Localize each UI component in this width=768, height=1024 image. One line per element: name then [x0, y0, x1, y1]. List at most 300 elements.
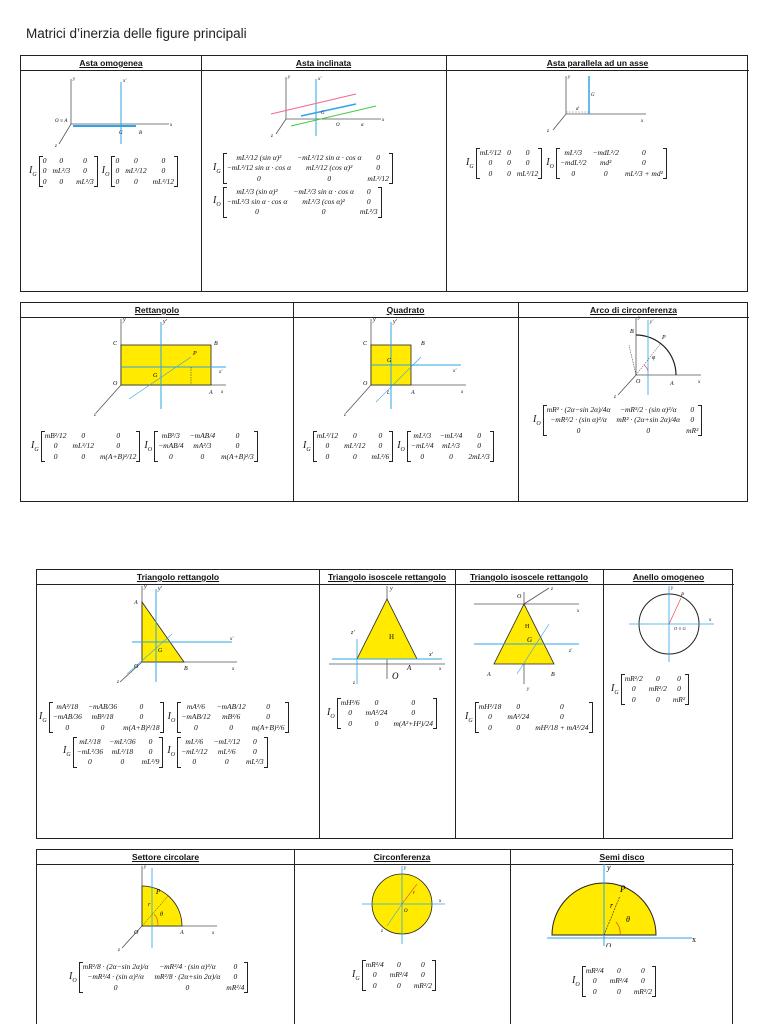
inertia-matrix — [476, 148, 543, 179]
diagram-label: P — [662, 335, 666, 341]
matrix-cell: 0 — [100, 722, 105, 732]
header-rettangolo: Rettangolo — [134, 305, 180, 315]
diagram-label: A — [180, 930, 184, 936]
matrix-cell: −mL²/12 — [181, 747, 208, 756]
matrix-cell: 0 — [488, 158, 493, 168]
matrix-cell: 0 — [134, 176, 138, 186]
matrix-label: $I_O$ — [101, 164, 110, 178]
matrix-cell: mB²/6 — [222, 712, 241, 722]
matrix-cell: 0 — [325, 441, 330, 451]
matrix-cell: −mR²/4 · (sin α)²/α — [159, 962, 216, 971]
matrix-cell: mA²/6 — [186, 702, 205, 711]
triangolo-iso-2-diagram — [469, 584, 589, 694]
matrix-cell: 0 — [374, 698, 379, 707]
diagram-label: z — [551, 587, 553, 592]
header-circonferenza: Circonferenza — [373, 852, 431, 862]
matrix-cell: 0 — [327, 173, 332, 183]
triangolo-rettangolo-diagram — [112, 584, 242, 684]
matrix-cell: 0 — [690, 415, 695, 425]
matrix-cell: 0 — [603, 168, 608, 178]
matrix-cell: m(A²+H²)/24 — [393, 718, 434, 728]
matrix-cell: 0 — [571, 168, 576, 178]
matrix-cell: mR²/8 · (2α−sin 2α)/α — [82, 962, 149, 971]
matrix-label: $I_O$ — [327, 706, 335, 720]
diagram-label: G — [321, 111, 325, 116]
matrix-cell: 0 — [559, 702, 564, 711]
matrix-cell: m(A+B)²/18 — [123, 722, 160, 732]
matrix-cell: mA²/3 — [193, 441, 212, 451]
matrix-cell: 0 — [255, 207, 259, 217]
diagram-label: x — [382, 118, 385, 123]
diagram-label: θ — [626, 915, 630, 924]
matrix-cell: 0 — [488, 722, 492, 732]
inertia-matrix — [39, 156, 98, 187]
header-triangolo-iso-2: Triangolo isoscele rettangolo — [469, 572, 589, 582]
matrix-cell: −mL²/3 sin α · cos α — [293, 186, 354, 196]
diagram-label: r — [148, 902, 151, 908]
diagram-label: z — [353, 681, 355, 684]
triangolo-iso-2-formulas — [465, 702, 597, 733]
diagram-label: P — [620, 884, 626, 894]
matrix-cell: 0 — [115, 176, 120, 186]
diagram-label: y — [288, 75, 291, 80]
matrix-cell: mL²/3 — [359, 207, 378, 217]
matrix-cell: 0 — [116, 441, 121, 451]
matrix-cell: 0 — [374, 718, 379, 728]
matrix-cell: 0 — [83, 156, 87, 165]
diagram-label: O — [113, 381, 118, 387]
matrix-cell: mL²/3 — [52, 166, 71, 176]
matrix-cell: mL²/3 — [76, 176, 94, 186]
matrix-cell: 0 — [256, 173, 261, 183]
matrix-cell: 0 — [348, 708, 353, 718]
diagram-label: O — [636, 379, 641, 385]
matrix-cell: 0 — [421, 970, 425, 980]
asta-inclinata-diagram — [261, 74, 391, 139]
matrix-cell: mL²/12 — [316, 431, 339, 440]
header-quadrato: Quadrato — [386, 305, 425, 315]
asta-parallela-diagram — [541, 74, 651, 134]
matrix-cell: 0 — [229, 722, 234, 732]
matrix-cell: 0 — [352, 451, 357, 461]
diagram-label: x — [692, 935, 696, 944]
diagram-label: x' — [318, 77, 322, 82]
asta-omogenea-diagram — [51, 74, 181, 149]
diagram-label: z' — [569, 649, 573, 654]
matrix-cell: 0 — [200, 451, 205, 461]
asta-inclinata-formulas — [213, 153, 397, 218]
matrix-cell: mL²/12 — [479, 148, 502, 157]
diagram-label: z' — [351, 630, 355, 636]
matrix-cell: 0 — [252, 736, 257, 746]
diagram-label: x — [577, 609, 580, 614]
label-y: y — [73, 77, 76, 82]
diagram-label: G — [158, 648, 163, 654]
diagram-label: C — [363, 341, 368, 347]
matrix-label: $I_O$ — [397, 439, 405, 453]
diagram-label: z — [614, 395, 616, 400]
asta-parallela-formulas — [466, 148, 671, 179]
diagram-label: φ — [652, 355, 656, 361]
inertia-matrix — [41, 431, 141, 462]
matrix-label: $I_O$ — [144, 439, 153, 453]
matrix-cell: 0 — [677, 684, 681, 694]
diagram-label: y — [144, 865, 147, 870]
diagram-label: x — [439, 667, 442, 672]
inertia-matrix — [313, 431, 394, 462]
matrix-cell: mA²/24 — [507, 712, 530, 722]
matrix-cell: 0 — [115, 166, 120, 176]
matrix-cell: mR²/4 — [226, 982, 245, 992]
matrix-cell: 0 — [266, 712, 271, 722]
diagram-label: O — [606, 942, 612, 947]
diagram-label: G — [527, 636, 533, 644]
matrix-cell: mL²/12 — [516, 168, 539, 178]
circonferenza-diagram — [357, 864, 447, 949]
matrix-cell: mH²/6 — [340, 698, 360, 707]
matrix-cell: 0 — [396, 980, 401, 990]
matrix-cell: 0 — [59, 156, 64, 165]
page-title: Matrici d’inerzia delle figure principali — [26, 26, 247, 41]
matrix-label: $I_G$ — [213, 161, 221, 175]
diagram-label: A — [487, 672, 491, 678]
matrix-cell: 0 — [516, 722, 521, 732]
diagram-label: θ — [160, 912, 163, 918]
matrix-cell: 0 — [81, 451, 86, 461]
diagram-label: x — [439, 899, 442, 904]
diagram-label: y — [390, 586, 393, 592]
diagram-label: y — [404, 866, 407, 871]
matrix-cell: 0 — [139, 702, 144, 711]
matrix-cell: −mR²/2 · (sin α)²/α — [619, 405, 677, 414]
diagram-label: A — [407, 664, 412, 672]
matrix-cell: 0 — [115, 156, 120, 165]
matrix-label: $I_O$ — [213, 195, 221, 209]
matrix-cell: 0 — [192, 757, 197, 767]
matrix-cell: 0 — [507, 168, 511, 178]
matrix-cell: mB²/12 — [44, 431, 67, 440]
matrix-cell: 0 — [411, 698, 416, 707]
diagram-label: z — [117, 680, 119, 684]
settore-formulas — [69, 962, 252, 993]
diagram-label: O — [336, 123, 340, 128]
matrix-cell: mL²/3 — [413, 431, 432, 440]
inertia-matrix — [177, 702, 288, 733]
matrix-cell: −mL²/3 sin α · cos α — [226, 197, 288, 206]
inertia-matrix — [154, 431, 258, 462]
matrix-cell: mR²/8 · (2α+sin 2α)/α — [154, 972, 221, 982]
matrix-cell: mL²/12 — [344, 441, 366, 451]
matrix-cell: 0 — [642, 148, 646, 157]
matrix-cell: 0 — [488, 168, 493, 178]
triangolo-rettangolo-formulas — [39, 702, 293, 768]
diagram-label: G — [387, 358, 392, 364]
matrix-label: $I_G$ — [611, 682, 619, 696]
matrix-cell: −mL²/12 sin α · cos α — [297, 153, 362, 162]
diagram-label: y' — [163, 319, 167, 325]
matrix-cell: 0 — [139, 712, 144, 722]
diagram-label: x — [221, 390, 224, 395]
diagram-label: P — [193, 351, 197, 357]
diagram-label: y — [607, 863, 611, 872]
matrix-cell: 0 — [449, 451, 453, 461]
inertia-matrix — [475, 702, 593, 733]
matrix-cell: 0 — [116, 431, 121, 440]
matrix-label: $I_G$ — [63, 745, 71, 759]
diagram-label: z — [381, 929, 383, 934]
matrix-cell: 0 — [352, 431, 357, 440]
circonferenza-formulas — [352, 960, 440, 991]
matrix-cell: −mAB/12 — [216, 702, 246, 711]
diagram-label: x — [709, 618, 712, 623]
matrix-cell: 0 — [148, 747, 153, 756]
diagram-label: P — [156, 888, 161, 896]
matrix-cell: mL²/6 — [371, 451, 390, 461]
diagram-label: y' — [650, 320, 654, 325]
matrix-label: $I_O$ — [546, 156, 554, 170]
matrix-cell: mL²/12 — [152, 176, 175, 186]
matrix-cell: mR²/4 — [365, 960, 384, 969]
label-o: O ≡ A — [55, 119, 68, 124]
matrix-cell: mL²/3 (cos α)² — [302, 197, 345, 206]
matrix-cell: 0 — [655, 694, 660, 704]
header-arco: Arco di circonferenza — [590, 305, 677, 315]
matrix-cell: mB²/3 — [161, 431, 180, 440]
matrix-cell: −mAB/4 — [158, 441, 184, 451]
semidisco-diagram — [542, 862, 712, 947]
diagram-label: A — [209, 390, 213, 396]
rettangolo-formulas — [31, 431, 262, 462]
matrix-cell: mL²/3 (sin α)² — [236, 186, 278, 196]
diagram-label: x — [698, 380, 701, 385]
matrix-label: $I_G$ — [39, 710, 47, 724]
matrix-cell: −mAB/12 — [181, 712, 211, 722]
inertia-matrix — [111, 156, 178, 187]
asta-omogenea-formulas — [29, 156, 182, 187]
matrix-cell: −mR²/2 · (sin α)²/α — [550, 415, 607, 425]
anello-formulas — [611, 674, 693, 705]
diagram-label: x — [461, 390, 464, 395]
inertia-matrix — [556, 148, 667, 179]
matrix-cell: md² — [599, 158, 612, 168]
matrix-cell: mR²/4 — [585, 966, 604, 975]
inertia-matrix — [621, 674, 689, 705]
matrix-cell: 0 — [507, 148, 511, 157]
diagram-label: B — [184, 666, 188, 672]
matrix-cell: 0 — [113, 982, 118, 992]
matrix-cell: 0 — [42, 176, 47, 186]
matrix-cell: mR²/4 — [609, 976, 628, 986]
matrix-cell: 0 — [641, 976, 645, 986]
matrix-cell: 0 — [592, 986, 597, 996]
matrix-cell: 0 — [690, 405, 695, 414]
table-triangoli — [36, 569, 733, 839]
matrix-cell: mL²/3 — [442, 441, 460, 451]
arco-diagram — [596, 315, 706, 400]
diagram-label: A — [411, 390, 415, 396]
inertia-matrix — [177, 737, 268, 768]
matrix-label: $I_O$ — [572, 974, 580, 988]
matrix-cell: 0 — [194, 722, 198, 732]
diagram-label: y — [373, 317, 376, 323]
matrix-cell: 0 — [376, 163, 380, 173]
matrix-cell: 0 — [376, 153, 380, 162]
diagram-label: y — [638, 316, 641, 321]
matrix-label: $I_G$ — [465, 710, 473, 724]
label-z: z — [55, 144, 57, 149]
inertia-matrix — [223, 153, 393, 184]
matrix-cell: mL²/18 — [79, 736, 101, 746]
matrix-cell: −mL²/36 — [109, 736, 136, 746]
quadrato-diagram — [341, 317, 471, 417]
matrix-cell: mH²/18 — [478, 702, 502, 711]
matrix-cell: mR²/2 — [624, 674, 643, 683]
inertia-matrix — [337, 698, 437, 729]
matrix-cell: 0 — [233, 972, 238, 982]
diagram-label: L — [387, 391, 390, 396]
diagram-label: O — [392, 671, 399, 681]
matrix-cell: 0 — [420, 451, 425, 461]
matrix-cell: 0 — [507, 158, 511, 168]
inertia-matrix — [73, 737, 164, 768]
matrix-cell: m(A+B)²/12 — [99, 451, 137, 461]
matrix-label: $I_G$ — [29, 164, 37, 178]
matrix-cell: 0 — [53, 451, 58, 461]
header-triangolo-iso-1: Triangolo isoscele rettangolo — [327, 572, 447, 582]
matrix-cell: mR²/2 — [413, 980, 432, 990]
diagram-label: z — [118, 948, 120, 953]
matrix-cell: 0 — [366, 186, 371, 196]
diagram-label: x' — [429, 652, 433, 658]
matrix-cell: mL²/9 — [141, 757, 160, 767]
matrix-cell: mR²/2 — [648, 684, 667, 694]
matrix-label: $I_O$ — [167, 745, 176, 759]
diagram-label: O — [517, 594, 522, 600]
matrix-cell: 0 — [421, 960, 425, 969]
diagram-label: G — [591, 93, 595, 98]
triangolo-iso-1-formulas — [327, 698, 441, 729]
matrix-cell: −mdL²/2 — [592, 148, 619, 157]
matrix-cell: mL²/12 — [125, 166, 147, 176]
matrix-cell: −mL²/36 — [76, 747, 104, 756]
matrix-cell: 0 — [411, 708, 416, 718]
matrix-cell: 0 — [321, 207, 326, 217]
matrix-cell: 0 — [348, 718, 353, 728]
matrix-cell: −mR²/4 · (sin α)²/α — [87, 972, 144, 982]
matrix-cell: mL²/3 + md² — [624, 168, 663, 178]
label-b: B — [139, 131, 143, 136]
matrix-cell: mL²/12 (sin α)² — [236, 153, 282, 162]
matrix-label: $I_O$ — [533, 413, 541, 427]
matrix-cell: −mAB/4 — [189, 431, 216, 440]
diagram-label: O — [404, 909, 408, 914]
label-x: x — [170, 123, 173, 128]
matrix-cell: mL²/12 (cos α)² — [306, 163, 353, 173]
settore-diagram — [112, 864, 222, 954]
matrix-cell: 0 — [616, 986, 621, 996]
header-semidisco: Semi disco — [599, 852, 645, 862]
diagram-label: r — [413, 891, 415, 896]
table-aste — [20, 55, 748, 292]
diagram-label: y — [527, 687, 530, 692]
matrix-cell: 0 — [646, 425, 651, 435]
diagram-label: z — [547, 129, 549, 134]
diagram-label: O — [363, 381, 368, 387]
rettangolo-diagram — [91, 317, 231, 417]
diagram-label: H — [525, 624, 530, 630]
header-asta-inclinata: Asta inclinata — [295, 58, 352, 68]
diagram-label: B — [421, 341, 425, 347]
matrix-cell: mR²/2 — [633, 986, 652, 996]
diagram-label: y' — [158, 586, 162, 592]
diagram-label: y — [568, 75, 571, 80]
inertia-matrix — [407, 431, 494, 462]
matrix-cell: 0 — [677, 674, 681, 683]
diagram-label: P — [681, 593, 685, 598]
matrix-label: $I_G$ — [352, 968, 360, 982]
matrix-cell: 0 — [185, 982, 190, 992]
inertia-matrix — [79, 962, 249, 993]
matrix-cell: mL²/6 — [185, 736, 204, 746]
matrix-cell: −mAB/36 — [87, 702, 118, 711]
diagram-label: A — [134, 600, 138, 606]
matrix-label: $I_O$ — [69, 970, 77, 984]
matrix-cell: 0 — [224, 757, 229, 767]
matrix-cell: mB²/18 — [91, 712, 114, 722]
matrix-cell: −mAB/36 — [52, 712, 82, 722]
diagram-label: x' — [219, 370, 223, 375]
matrix-cell: m(A+B)²/6 — [251, 722, 285, 732]
diagram-label: z — [344, 413, 346, 417]
triangolo-iso-1-diagram — [327, 584, 447, 684]
matrix-cell: mL²/3 — [245, 757, 264, 767]
matrix-cell: 0 — [366, 197, 371, 206]
diagram-label: H — [389, 633, 395, 641]
matrix-cell: 2mL²/3 — [468, 451, 490, 461]
table-rettangoli — [20, 302, 748, 502]
matrix-cell: 0 — [252, 747, 257, 756]
header-asta-omogenea: Asta omogenea — [79, 58, 143, 68]
matrix-cell: 0 — [325, 451, 330, 461]
matrix-cell: mR² — [672, 694, 686, 704]
matrix-cell: mL²/12 — [72, 441, 94, 451]
matrix-cell: 0 — [233, 962, 238, 971]
matrix-label: $I_O$ — [167, 710, 176, 724]
matrix-cell: mR² — [686, 425, 699, 435]
matrix-cell: 0 — [42, 166, 47, 176]
header-asta-parallela: Asta parallela ad un asse — [546, 58, 649, 68]
label-g: G — [119, 131, 123, 136]
matrix-label: $I_G$ — [466, 156, 474, 170]
diagram-label: G — [153, 373, 158, 379]
matrix-cell: 0 — [642, 158, 646, 168]
matrix-cell: 0 — [631, 684, 636, 694]
matrix-cell: 0 — [235, 441, 240, 451]
diagram-label: y' — [393, 319, 397, 325]
matrix-label: $I_G$ — [303, 439, 311, 453]
matrix-cell: 0 — [525, 158, 530, 168]
matrix-cell: 0 — [592, 976, 597, 986]
header-triangolo-rettangolo: Triangolo rettangolo — [136, 572, 220, 582]
diagram-label: x — [641, 119, 644, 124]
matrix-cell: 0 — [81, 431, 86, 440]
diagram-label: y — [671, 586, 674, 591]
diagram-label: y — [144, 584, 147, 590]
matrix-cell: 0 — [477, 431, 481, 440]
matrix-cell: −mL²/12 sin α · cos α — [226, 163, 292, 173]
matrix-cell: mA²/24 — [365, 708, 388, 718]
header-settore: Settore circolare — [131, 852, 200, 862]
